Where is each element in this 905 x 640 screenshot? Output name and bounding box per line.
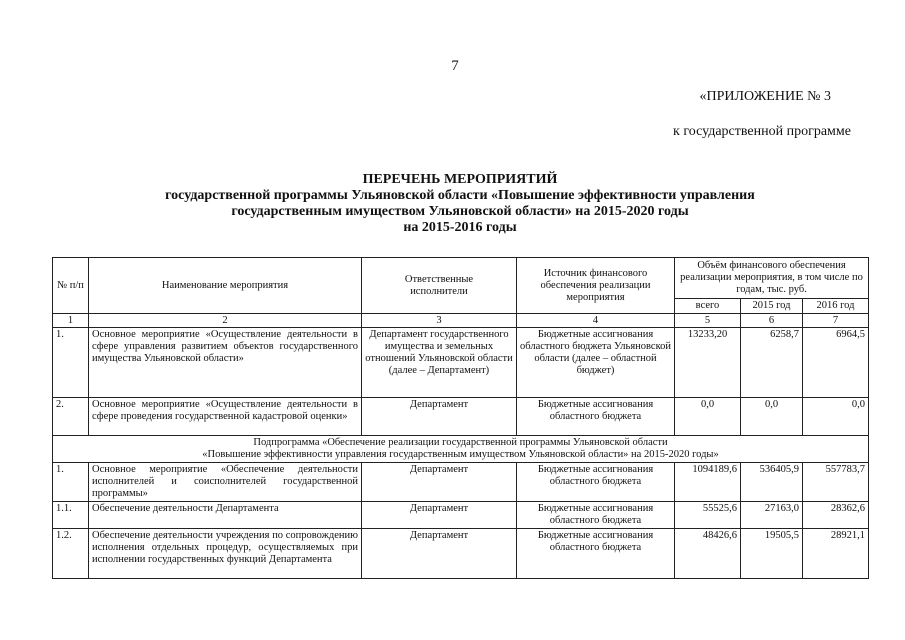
title-line-1: ПЕРЕЧЕНЬ МЕРОПРИЯТИЙ <box>362 172 558 187</box>
row-total: 1094189,6 <box>675 463 741 502</box>
header-total: всего <box>675 299 741 314</box>
row-num: 1.2. <box>53 529 89 579</box>
row-exec: Департамент государственного имущества и земельных отношений Ульяновской области (далее – Департамент) <box>362 328 517 398</box>
table-row <box>53 398 869 436</box>
row-2016: 28362,6 <box>803 502 869 529</box>
row-num: 1.1. <box>53 502 89 529</box>
document-title <box>90 172 830 236</box>
row-2016: 6964,5 <box>803 328 869 398</box>
row-name: Основное мероприятие «Обеспечение деятельности исполнителей и соисполнителей государственной программы» <box>89 463 362 502</box>
row-total: 48426,6 <box>675 529 741 579</box>
index-cell: 2 <box>89 314 362 328</box>
header-name: Наименование мероприятия <box>89 258 362 314</box>
row-2015: 27163,0 <box>741 502 803 529</box>
index-cell: 5 <box>675 314 741 328</box>
row-source: Бюджетные ассигнования областного бюджета <box>517 398 675 436</box>
row-name: Основное мероприятие «Осуществление деятельности в сфере управления развитием объектов государственного имущества Ульяновской области» <box>89 328 362 398</box>
header-num: № п/п <box>53 258 89 314</box>
row-exec: Департамент <box>362 502 517 529</box>
header-2016: 2016 год <box>803 299 869 314</box>
row-2015: 6258,7 <box>741 328 803 398</box>
row-name: Основное мероприятие «Осуществление деятельности в сфере проведения государственной кадастровой оценки» <box>89 398 362 436</box>
title-line-2: государственной программы Ульяновской области «Повышение эффективности управления <box>165 188 755 203</box>
row-exec: Департамент <box>362 529 517 579</box>
appendix-title: «ПРИЛОЖЕНИЕ № 3 <box>699 89 831 104</box>
row-total: 55525,6 <box>675 502 741 529</box>
row-total: 13233,20 <box>675 328 741 398</box>
header-source: Источник финансового обеспечения реализации мероприятия <box>517 258 675 314</box>
index-cell: 6 <box>741 314 803 328</box>
table-row <box>53 529 869 579</box>
row-num: 1. <box>53 328 89 398</box>
appendix-subtitle: к государственной программе <box>673 124 851 139</box>
index-cell: 7 <box>803 314 869 328</box>
row-source: Бюджетные ассигнования областного бюджета <box>517 502 675 529</box>
header-volume: Объём финансового обеспечения реализации мероприятия, в том числе по годам, тыс. руб. <box>675 258 869 299</box>
table-row <box>53 328 869 398</box>
row-2016: 0,0 <box>803 398 869 436</box>
table-row <box>53 502 869 529</box>
measures-table <box>52 257 869 579</box>
row-name: Обеспечение деятельности учреждения по сопровождению исполнения отдельных процедур, осуществляемых при исполнении государственных функций Департамента <box>89 529 362 579</box>
row-2015: 19505,5 <box>741 529 803 579</box>
header-exec: Ответственные исполнители <box>362 258 517 314</box>
subprogram-line-2: «Повышение эффективности управления государственным имуществом Ульяновской области» на 2015-2020 годы» <box>202 449 719 460</box>
header-row <box>53 258 869 299</box>
row-2015: 0,0 <box>741 398 803 436</box>
title-line-3: государственным имуществом Ульяновской области» на 2015-2020 годы <box>231 204 689 219</box>
row-2016: 28921,1 <box>803 529 869 579</box>
row-source: Бюджетные ассигнования областного бюджета Ульяновской области (далее – областной бюджет) <box>517 328 675 398</box>
row-2015: 536405,9 <box>741 463 803 502</box>
row-2016: 557783,7 <box>803 463 869 502</box>
index-cell: 3 <box>362 314 517 328</box>
row-num: 2. <box>53 398 89 436</box>
row-exec: Департамент <box>362 398 517 436</box>
table-row <box>53 463 869 502</box>
header-2015: 2015 год <box>741 299 803 314</box>
column-index-row <box>53 314 869 328</box>
row-source: Бюджетные ассигнования областного бюджета <box>517 463 675 502</box>
row-total: 0,0 <box>675 398 741 436</box>
subprogram-row <box>53 436 869 463</box>
subprogram-line-1: Подпрограмма «Обеспечение реализации государственной программы Ульяновской области <box>253 437 668 448</box>
index-cell: 1 <box>53 314 89 328</box>
row-source: Бюджетные ассигнования областного бюджета <box>517 529 675 579</box>
row-exec: Департамент <box>362 463 517 502</box>
page-number: 7 <box>451 58 459 74</box>
title-line-4: на 2015-2016 годы <box>403 220 517 235</box>
row-num: 1. <box>53 463 89 502</box>
row-name: Обеспечение деятельности Департамента <box>89 502 362 529</box>
index-cell: 4 <box>517 314 675 328</box>
subprogram-title <box>53 436 869 463</box>
